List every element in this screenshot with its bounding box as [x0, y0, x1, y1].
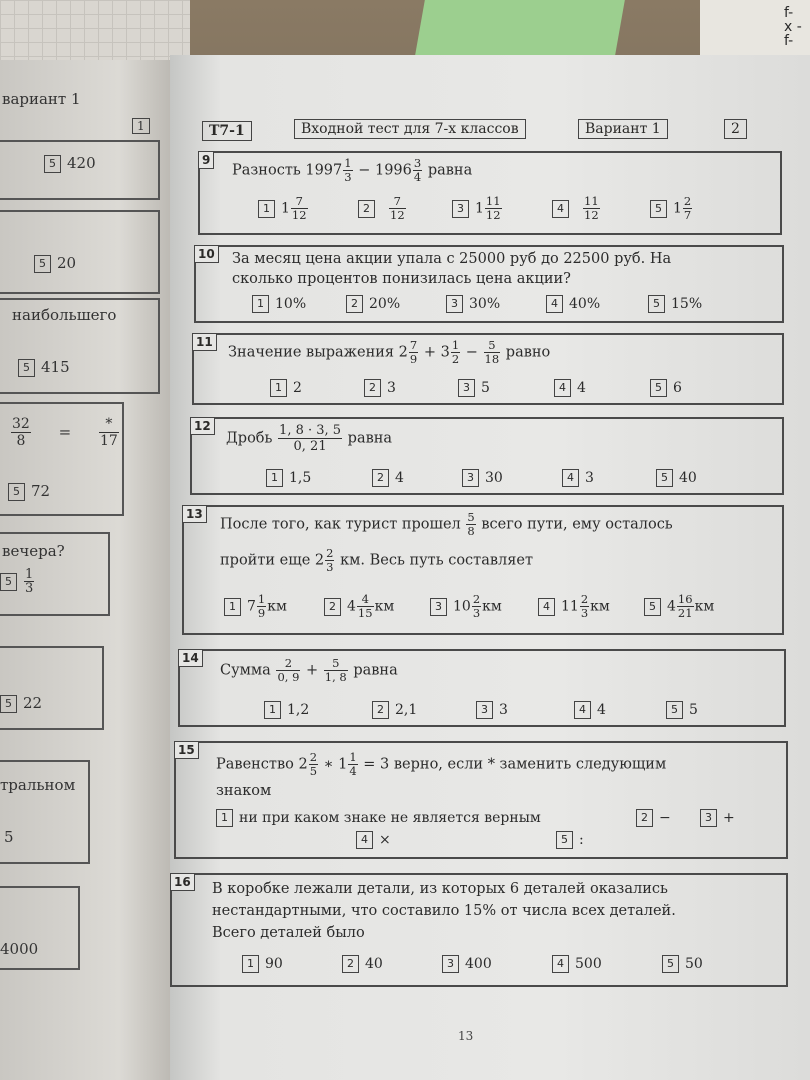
answer-13-2[interactable]: 2 4 $\frac{4}{15}$ км	[324, 593, 394, 620]
answer-13-3[interactable]: 3 10 $\frac{2}{3}$ км	[430, 593, 502, 620]
answer-15-4[interactable]: 4 ×	[356, 831, 391, 849]
answer-11-2[interactable]: 2 3	[364, 379, 396, 397]
problem-15-line1: Равенство 2 $\frac{2}{5}$ ∗ 1 $\frac{1}{4}$ = 3 верно, если * заменить следующим	[216, 750, 667, 778]
problem-16-line1: В коробке лежали детали, из которых 6 деталей оказались	[212, 881, 668, 897]
problem-number: 14	[178, 649, 203, 667]
answer-14-3[interactable]: 3 3	[476, 701, 508, 719]
left-header: вариант 1	[2, 90, 81, 108]
answer-13-1[interactable]: 1 7 $\frac{1}{9}$ км	[224, 593, 287, 620]
left-answer-5: 5 $\frac{1}{3}$	[0, 568, 35, 595]
answer-11-3[interactable]: 3 5	[458, 379, 490, 397]
problem-16-line3: Всего деталей было	[212, 925, 365, 941]
note-scribble: f- x - f-	[784, 5, 802, 49]
problem-10-line2: сколько процентов понизилась цена акции?	[232, 271, 571, 287]
answer-12-5[interactable]: 5 40	[656, 469, 697, 487]
answer-11-5[interactable]: 5 6	[650, 379, 682, 397]
left-answer-6: 5 22	[0, 694, 42, 713]
answer-9-2[interactable]: 2 $\frac{7}{12}$	[358, 195, 407, 222]
left-page	[0, 60, 170, 1080]
test-title: Входной тест для 7-х классов	[294, 119, 526, 139]
problem-number: 12	[190, 417, 215, 435]
problem-15	[174, 741, 788, 859]
problem-number: 16	[170, 873, 195, 891]
answer-14-1[interactable]: 1 1,2	[264, 701, 309, 719]
answer-10-4[interactable]: 4 40%	[546, 295, 600, 313]
problem-13	[182, 505, 784, 635]
answer-15-2[interactable]: 2 −	[636, 809, 671, 827]
answer-15-3[interactable]: 3 +	[700, 809, 735, 827]
answer-9-3[interactable]: 3 1 $\frac{11}{12}$	[452, 195, 503, 222]
left-answer-7: 5	[4, 828, 14, 846]
page-number: 13	[458, 1029, 474, 1043]
problem-number: 9	[198, 151, 214, 169]
answer-12-1[interactable]: 1 1,5	[266, 469, 311, 487]
answer-16-1[interactable]: 1 90	[242, 955, 283, 973]
problem-9-text: Разность 1997 $\frac{1}{3}$ − 1996 $\frac{3}{4}$ равна	[232, 156, 473, 184]
problem-9	[198, 151, 782, 235]
problem-number: 13	[182, 505, 207, 523]
problem-16-line2: нестандартными, что составило 15% от числа всех деталей.	[212, 903, 676, 919]
answer-13-4[interactable]: 4 11 $\frac{2}{3}$ км	[538, 593, 610, 620]
answer-14-5[interactable]: 5 5	[666, 701, 698, 719]
answer-12-2[interactable]: 2 4	[372, 469, 404, 487]
problem-13-line1: После того, как турист прошел $\frac{5}{8}$ всего пути, ему осталось	[220, 510, 673, 538]
answer-15-1[interactable]: 1 ни при каком знаке не является верным	[216, 809, 541, 827]
problem-14	[178, 649, 786, 727]
left-box-2	[0, 210, 160, 294]
answer-9-4[interactable]: 4 $\frac{11}{12}$	[552, 195, 601, 222]
problem-10	[194, 245, 784, 323]
problem-13-line2: пройти еще 2 $\frac{2}{3}$ км. Весь путь составляет	[220, 546, 533, 574]
left-answer-8: 4000	[0, 940, 39, 958]
variant-label: Вариант 1	[578, 119, 668, 139]
answer-9-5[interactable]: 5 1 $\frac{2}{7}$	[650, 195, 693, 222]
answer-13-5[interactable]: 5 4 $\frac{16}{21}$ км	[644, 593, 714, 620]
left-text-7: тральном	[0, 776, 76, 794]
problem-14-text: Сумма $\frac{2}{0, 9}$ + $\frac{5}{1, 8}$ равна	[220, 656, 398, 684]
problem-number: 10	[194, 245, 219, 263]
left-header-num: 1	[132, 118, 150, 134]
problem-12-text: Дробь $\frac{1, 8 \cdot 3, 5}{0, 21}$ равна	[226, 423, 393, 454]
problem-15-line2: знаком	[216, 783, 272, 799]
worksheet-page	[170, 55, 810, 1080]
left-text-3: наибольшего	[12, 306, 117, 324]
problem-10-line1: За месяц цена акции упала с 25000 руб до 22500 руб. На	[232, 251, 672, 267]
answer-16-2[interactable]: 2 40	[342, 955, 383, 973]
answer-10-3[interactable]: 3 30%	[446, 295, 500, 313]
test-code: Т7-1	[202, 121, 252, 141]
problem-16	[170, 873, 788, 987]
header-number: 2	[724, 119, 747, 139]
grid-paper	[0, 0, 190, 60]
left-answer-1: 5 420	[44, 154, 96, 173]
left-text-5: вечера?	[2, 542, 65, 560]
answer-11-4[interactable]: 4 4	[554, 379, 586, 397]
left-box-6	[0, 646, 104, 730]
problem-11-text: Значение выражения 2 $\frac{7}{9}$ + 3 $\frac{1}{2}$ − $\frac{5}{18}$ равно	[228, 338, 551, 366]
left-answer-2: 5 20	[34, 254, 76, 273]
problem-number: 15	[174, 741, 199, 759]
answer-16-4[interactable]: 4 500	[552, 955, 602, 973]
left-fraction-eq: $\frac{32}{8}$ = $\frac{*}{17}$	[12, 416, 118, 449]
answer-12-4[interactable]: 4 3	[562, 469, 594, 487]
problem-number: 11	[192, 333, 217, 351]
green-card	[415, 0, 625, 55]
problem-12	[190, 417, 784, 495]
answer-15-5[interactable]: 5 :	[556, 831, 584, 849]
answer-11-1[interactable]: 1 2	[270, 379, 302, 397]
answer-12-3[interactable]: 3 30	[462, 469, 503, 487]
answer-9-1[interactable]: 1 1 $\frac{7}{12}$	[258, 195, 309, 222]
left-answer-4: 5 72	[8, 482, 50, 501]
answer-14-2[interactable]: 2 2,1	[372, 701, 417, 719]
answer-16-5[interactable]: 5 50	[662, 955, 703, 973]
left-answer-3: 5 415	[18, 358, 70, 377]
answer-10-2[interactable]: 2 20%	[346, 295, 400, 313]
answer-14-4[interactable]: 4 4	[574, 701, 606, 719]
answer-10-1[interactable]: 1 10%	[252, 295, 306, 313]
problem-11	[192, 333, 784, 405]
answer-16-3[interactable]: 3 400	[442, 955, 492, 973]
answer-10-5[interactable]: 5 15%	[648, 295, 702, 313]
